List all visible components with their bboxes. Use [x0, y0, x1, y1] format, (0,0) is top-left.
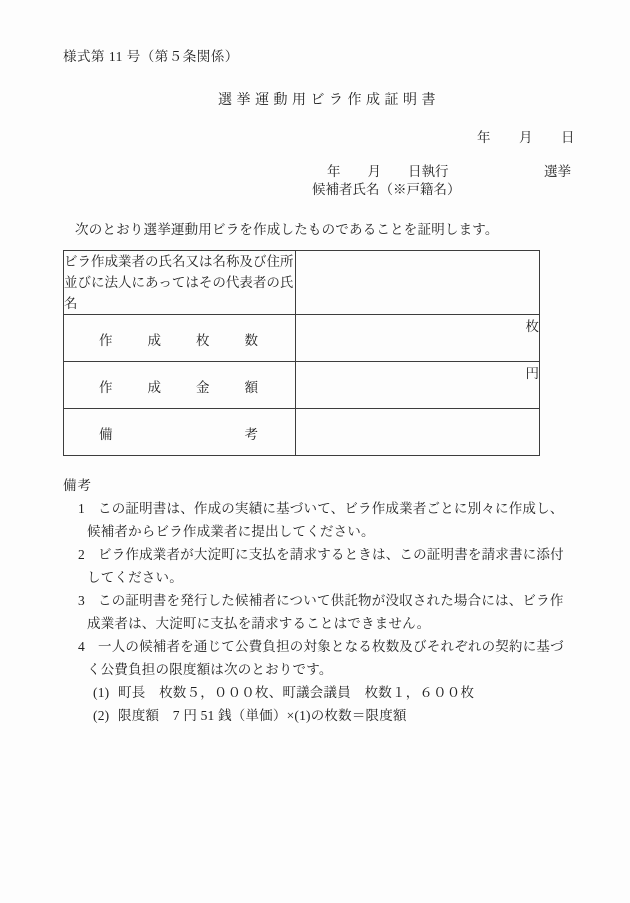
note-subitem-1 [93, 681, 570, 704]
form-number: 様式第 11 号（第５条関係） [63, 49, 239, 64]
election-line [327, 160, 571, 180]
issue-date-line: 年 月 日 [477, 130, 575, 145]
note-text: ビラ作成業者が大淀町に支払を請求するときは、この証明書を請求書に添付してください。 [87, 547, 564, 585]
table-row-vendor [64, 251, 540, 315]
sheet-count-unit: 枚 [296, 315, 540, 362]
remarks-label: 備 考 [64, 409, 296, 456]
note-item-4 [78, 635, 570, 681]
note-item-3 [78, 589, 570, 635]
candidate-name-line: 候補者氏名（※戸籍名） [312, 182, 461, 197]
notes-heading: 備考 [63, 478, 92, 493]
election-word: 選挙 [544, 164, 571, 179]
subitem-number: (2) [93, 708, 110, 723]
note-number: 1 [78, 501, 85, 516]
note-number: 3 [78, 593, 85, 608]
subitem-number: (1) [93, 685, 110, 700]
notes-section [63, 474, 570, 727]
note-subitem-2 [93, 704, 570, 727]
note-text: この証明書を発行した候補者について供託物が没収された場合には、ビラ作成業者は、大淀町に支払を請求することはできません。 [87, 593, 564, 631]
subitem-text: 限度額 7 円 51 銭（単価）×(1)の枚数＝限度額 [118, 708, 407, 723]
note-item-2 [78, 543, 570, 589]
remarks-value-cell [296, 409, 540, 456]
note-item-1 [78, 497, 570, 543]
subitem-text: 町長 枚数５，０００枚、町議会議員 枚数１，６００枚 [118, 685, 475, 700]
page-title: 選挙運動用ビラ作成証明書 [218, 93, 440, 108]
note-number: 2 [78, 547, 85, 562]
amount-label: 作 成 金 額 [64, 362, 296, 409]
vendor-name-label: ビラ作成業者の氏名又は名称及び住所並びに法人にあってはその代表者の氏名 [64, 251, 296, 315]
amount-unit: 円 [296, 362, 540, 409]
certificate-table [63, 250, 540, 456]
table-row-remarks [64, 409, 540, 456]
note-text: 一人の候補者を通じて公費負担の対象となる枚数及びそれぞれの契約に基づく公費負担の限度額は次のとおりです。 [87, 639, 564, 677]
note-text: この証明書は、作成の実績に基づいて、ビラ作成業者ごとに別々に作成し、候補者からビラ作成業者に提出してください。 [87, 501, 564, 539]
sheet-count-label: 作 成 枚 数 [64, 315, 296, 362]
table-row-amount [64, 362, 540, 409]
vendor-name-value-cell [296, 251, 540, 315]
table-row-sheet-count [64, 315, 540, 362]
note-number: 4 [78, 639, 85, 654]
certification-statement: 次のとおり選挙運動用ビラを作成したものであることを証明します。 [75, 222, 499, 237]
election-date-blank: 年 月 日執行 [327, 164, 449, 179]
